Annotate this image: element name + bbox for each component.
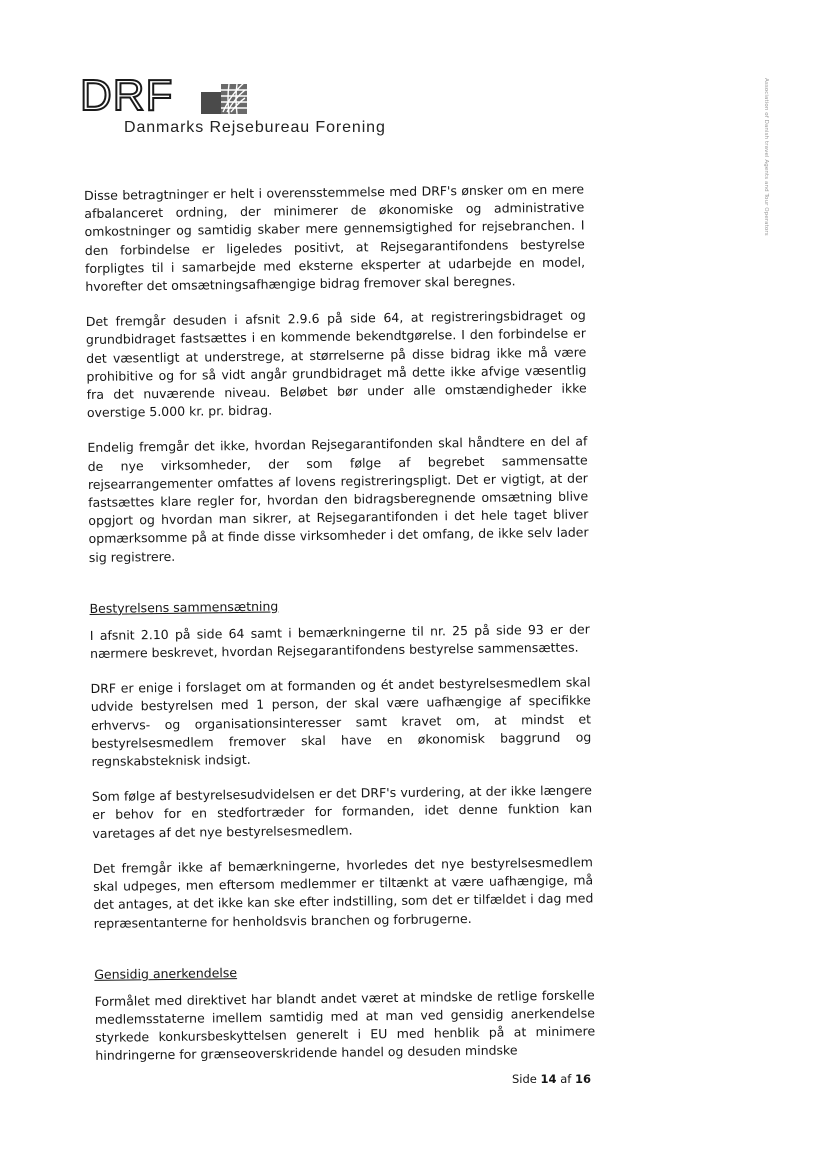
document-body	[84, 180, 596, 1082]
paragraph: Som følge af bestyrelsesudvidelsen er det DRF's vurdering, at der ikke længere er behov for en stedfortræder for formanden, idet denne funktion kan varetages af det nye bestyrelsesmedlem.	[91, 782, 593, 841]
side-tagline: Association of Danish travel Agents and Tour Operators	[763, 78, 769, 236]
page-current: 14	[540, 1072, 557, 1086]
paragraph: Disse betragtninger er helt i overensstemmelse med DRF's ønsker om en mere afbalanceret ordning, der minimerer de økonomiske og administrative omkostninger og samtidig skaber mere gennemsigtighed for rejsebranchen. I den forbindelse er ligeledes positivt, at Rejsegarantifondens bestyrelse forpligtes til i samarbejde med eksterne eksperter at udarbejde en model, hvorefter det omsætningsafhængige bidrag fremover skal beregnes.	[84, 181, 586, 295]
page-total: 16	[574, 1072, 591, 1086]
page-word: Side	[512, 1072, 537, 1086]
section-heading: Gensidig anerkendelse	[94, 964, 238, 982]
paragraph: Endelig fremgår det ikke, hvordan Rejsegarantifonden skal håndtere en del af de nye virksomheder, der som følge af begrebet sammensatte rejsearrangementer omfattes af lovens registreringspligt. Det er vigtigt, at der fastsættes klare regler for, hvordan den bidragsberegnende omsætning blive opgjort og hvordan man sikrer, at Rejsegarantifonden i det hele taget bliver opmærksomme på at finde disse virksomheder i det omfang, de ikke selv lader sig registrere.	[87, 433, 589, 565]
paragraph: DRF er enige i forslaget om at formanden og ét andet bestyrelsesmedlem skal udvide bestyrelsen med 1 person, der skal være uafhængige af specifikke erhvervs- og organisationsinteresser samt kravet om, at mindst et bestyrelsesmedlem fremover skal have en økonomisk baggrund og regnskabsteknisk indsigt.	[90, 674, 592, 770]
paragraph: Formålet med direktivet har blandt andet været at mindske de retlige forskelle medlemsstaterne imellem samtidig med at man ved gensidig anerkendelse styrkede konkursbeskyttelsen generelt i EU med henblik på at minimere hindringerne for grænseoverskridende handel og desuden mindske	[94, 987, 596, 1064]
organization-name: Danmarks Rejsebureau Forening	[124, 119, 386, 136]
globe-icon	[201, 78, 247, 114]
logo-text: DRF	[80, 71, 174, 120]
page-number	[512, 1072, 591, 1086]
paragraph: Det fremgår ikke af bemærkningerne, hvorledes det nye bestyrelsesmedlem skal udpeges, men eftersom medlemmer er tiltænkt at være uafhængige, må det antages, at det ikke kan ske efter indstilling, som det er tilfældet i dag med repræsentanterne for henholdsvis branchen og forbrugerne.	[92, 854, 594, 931]
section-heading: Bestyrelsens sammensætning	[89, 598, 279, 616]
paragraph: I afsnit 2.10 på side 64 samt i bemærkningerne til nr. 25 på side 93 er der nærmere beskrevet, hvordan Rejsegarantifondens bestyrelse sammensættes.	[89, 621, 590, 662]
paragraph: Det fremgår desuden i afsnit 2.9.6 på side 64, at registreringsbidraget og grundbidraget fastsættes i en kommende bekendtgørelse. I den forbindelse er det væsentligt at understrege, at størrelserne på disse bidrag ikke må være prohibitive og for så vidt angår grundbidraget må dette ikke afvige væsentlig fra det nuværende niveau. Beløbet bør under alle omstændigheder ikke overstige 5.000 kr. pr. bidrag.	[85, 307, 587, 421]
page-of: af	[560, 1072, 572, 1086]
